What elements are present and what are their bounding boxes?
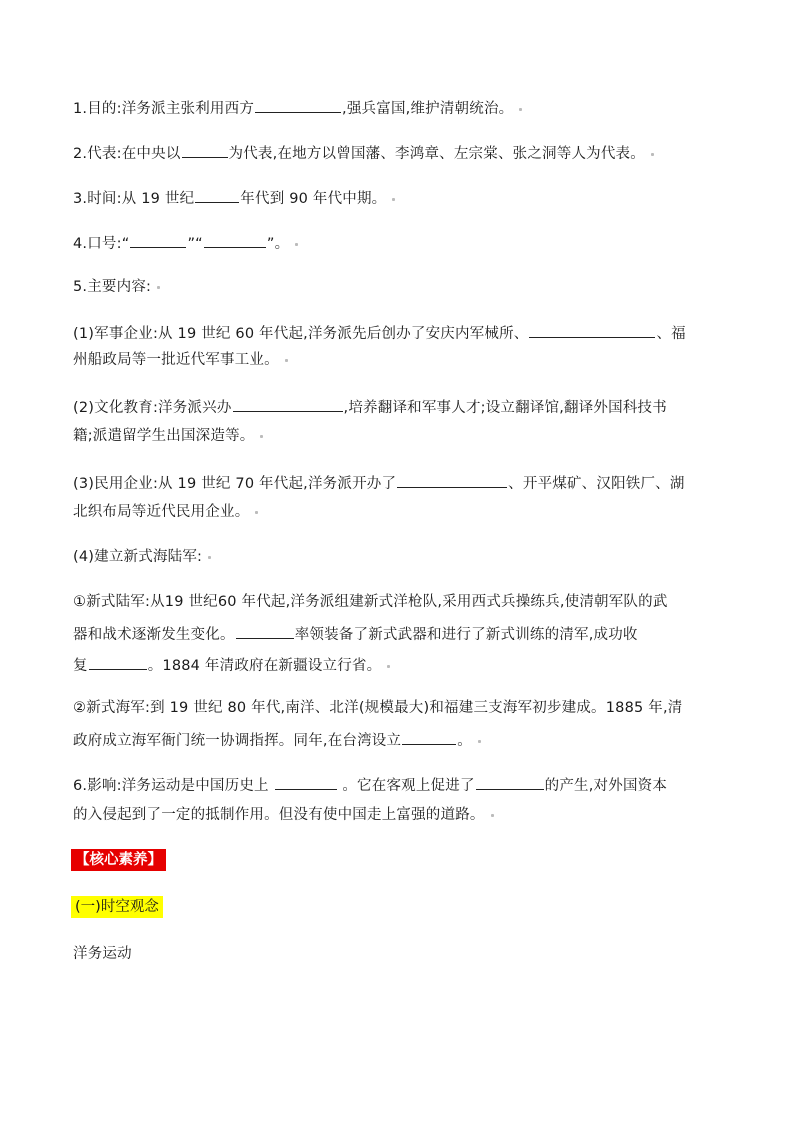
text: ,强兵富国,维护清朝统治。 bbox=[342, 101, 514, 117]
text: 2.代表:在中央以 bbox=[73, 146, 181, 162]
text: 。它在客观上促进了 bbox=[337, 778, 475, 794]
paragraph-mark bbox=[387, 665, 390, 668]
item-time bbox=[73, 187, 395, 209]
spatiotemporal-heading: (一)时空观念 bbox=[71, 896, 163, 918]
blank-field[interactable] bbox=[529, 322, 655, 338]
text: 州船政局等一批近代军事工业。 bbox=[73, 352, 279, 368]
paragraph-mark bbox=[478, 740, 481, 743]
text: ②新式海军:到 19 世纪 80 年代,南洋、北洋(规模最大)和福建三支海军初步建成。1885 年,清 bbox=[73, 700, 683, 716]
text: 3.时间:从 19 世纪 bbox=[73, 191, 195, 207]
item-main-content bbox=[73, 277, 160, 297]
paragraph-mark bbox=[285, 359, 288, 362]
item-influence bbox=[73, 774, 667, 796]
text: 的产生,对外国资本 bbox=[544, 778, 668, 794]
text: 1.目的:洋务派主张利用西方 bbox=[73, 101, 255, 117]
text: 北织布局等近代民用企业。 bbox=[73, 504, 250, 520]
item-military-industry bbox=[73, 322, 686, 344]
blank-field[interactable] bbox=[397, 472, 507, 488]
item-new-forces bbox=[73, 547, 211, 567]
text: 的入侵起到了一定的抵制作用。但没有使中国走上富强的道路。 bbox=[73, 807, 485, 823]
paragraph-mark bbox=[491, 814, 494, 817]
paragraph-mark bbox=[255, 511, 258, 514]
text: 、开平煤矿、汉阳铁厂、湖 bbox=[508, 476, 685, 492]
text: ”。 bbox=[266, 236, 290, 252]
text: 年代到 90 年代中期。 bbox=[240, 191, 387, 207]
paragraph-mark bbox=[260, 435, 263, 438]
item-new-army bbox=[73, 592, 668, 612]
paragraph-mark bbox=[651, 153, 654, 156]
text: (4)建立新式海陆军: bbox=[73, 549, 203, 565]
text: 。 bbox=[457, 733, 472, 749]
blank-field[interactable] bbox=[236, 623, 294, 639]
item-civil-enterprise-cont bbox=[73, 502, 258, 522]
text: 4.口号:“ bbox=[73, 236, 130, 252]
blank-field[interactable] bbox=[275, 774, 337, 790]
text: 器和战术逐渐发生变化。 bbox=[73, 627, 235, 643]
text: ”“ bbox=[187, 236, 203, 252]
blank-field[interactable] bbox=[476, 774, 544, 790]
item-new-navy-cont bbox=[73, 729, 481, 751]
text: 为代表,在地方以曾国藩、李鸿章、左宗棠、张之洞等人为代表。 bbox=[228, 146, 645, 162]
text: 5.主要内容: bbox=[73, 279, 152, 295]
item-purpose bbox=[73, 97, 522, 119]
blank-field[interactable] bbox=[195, 187, 239, 203]
text: (1)军事企业:从 19 世纪 60 年代起,洋务派先后创办了安庆内军械所、 bbox=[73, 326, 529, 342]
topic-title: 洋务运动 bbox=[73, 946, 132, 962]
item-slogan bbox=[73, 232, 298, 254]
item-military-industry-cont bbox=[73, 350, 288, 370]
paragraph-mark bbox=[208, 556, 211, 559]
blank-field[interactable] bbox=[233, 396, 343, 412]
blank-field[interactable] bbox=[204, 232, 266, 248]
item-civil-enterprise bbox=[73, 472, 685, 494]
blank-field[interactable] bbox=[89, 654, 147, 670]
text: 。1884 年清政府在新疆设立行省。 bbox=[147, 658, 382, 674]
text: (2)文化教育:洋务派兴办 bbox=[73, 400, 232, 416]
item-new-navy bbox=[73, 698, 682, 718]
paragraph-mark bbox=[157, 286, 160, 289]
blank-field[interactable] bbox=[255, 97, 341, 113]
item-education-cont bbox=[73, 426, 263, 446]
blank-field[interactable] bbox=[402, 729, 456, 745]
item-new-army-cont2 bbox=[73, 654, 390, 676]
text: ,培养翻译和军事人才;设立翻译馆,翻译外国科技书 bbox=[343, 400, 667, 416]
text: 政府成立海军衙门统一协调指挥。同年,在台湾设立 bbox=[73, 733, 402, 749]
text: 、福 bbox=[656, 326, 686, 342]
item-new-army-cont bbox=[73, 623, 638, 645]
item-education bbox=[73, 396, 667, 418]
blank-field[interactable] bbox=[130, 232, 186, 248]
paragraph-mark bbox=[295, 243, 298, 246]
item-influence-cont bbox=[73, 805, 494, 825]
text: 率领装备了新式武器和进行了新式训练的清军,成功收 bbox=[294, 627, 638, 643]
item-representatives bbox=[73, 142, 654, 164]
text: 复 bbox=[73, 658, 88, 674]
blank-field[interactable] bbox=[182, 142, 228, 158]
text: (3)民用企业:从 19 世纪 70 年代起,洋务派开办了 bbox=[73, 476, 397, 492]
text: 籍;派遣留学生出国深造等。 bbox=[73, 428, 255, 444]
core-literacy-heading: 【核心素养】 bbox=[71, 849, 166, 871]
paragraph-mark bbox=[392, 198, 395, 201]
paragraph-mark bbox=[519, 108, 522, 111]
text: 6.影响:洋务运动是中国历史上 bbox=[73, 778, 274, 794]
text: ①新式陆军:从19 世纪60 年代起,洋务派组建新式洋枪队,采用西式兵操练兵,使清朝军队的武 bbox=[73, 594, 668, 610]
